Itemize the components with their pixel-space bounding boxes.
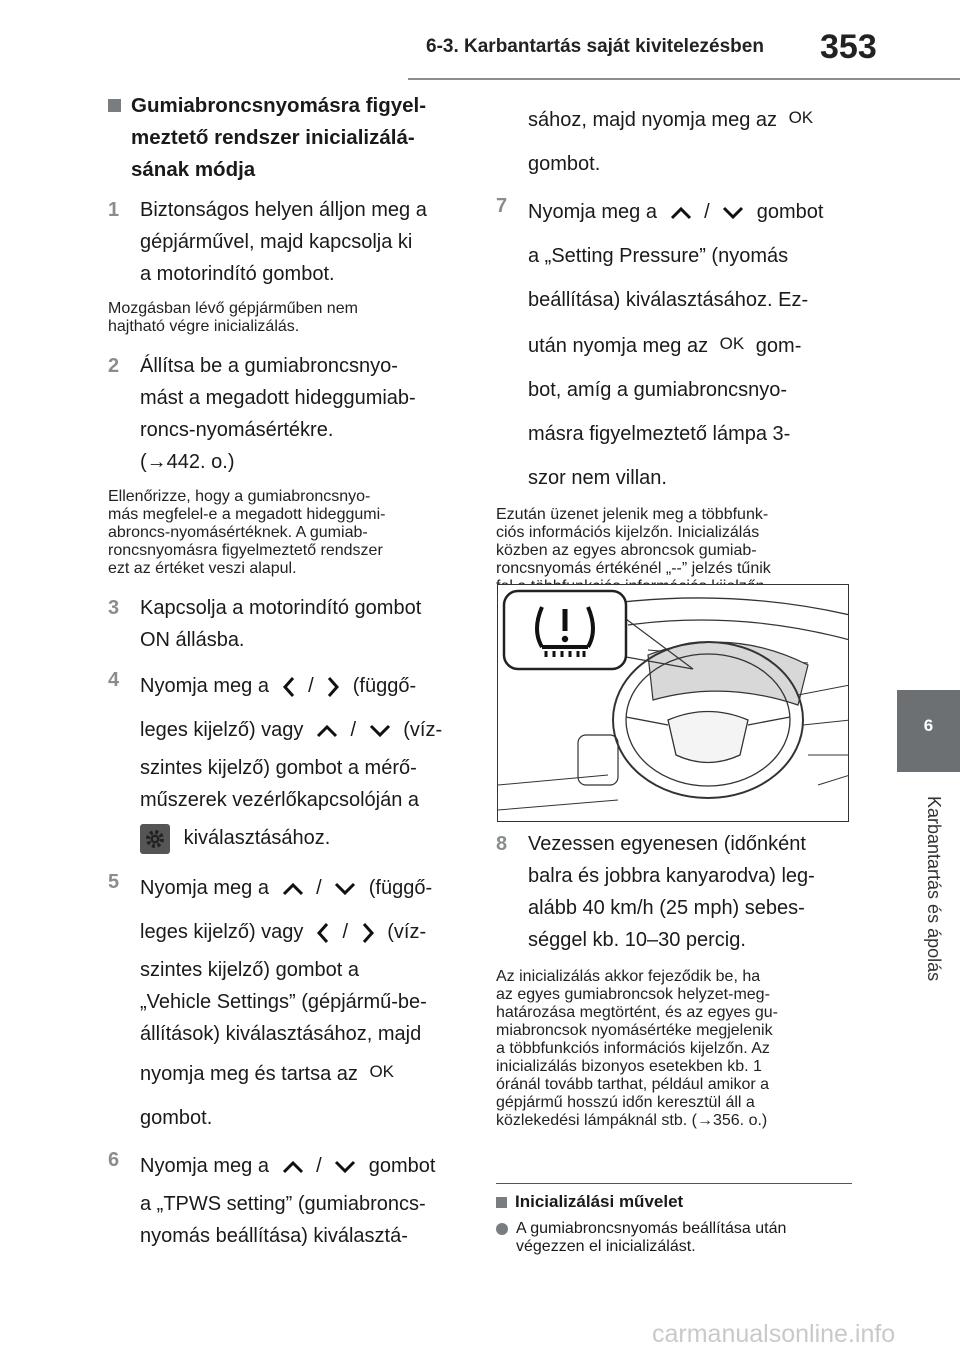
bullet-item: [496, 1220, 856, 1256]
step-text: Állítsa be a gumiabroncsnyo-: [140, 355, 398, 377]
step-text: nyomás beállítása) kiválasztá-: [140, 1225, 408, 1247]
step-text: balra és jobbra kanyarodva) leg-: [528, 865, 815, 887]
initialization-operation-section: [496, 1190, 856, 1256]
step-text: a motorindító gombot.: [140, 263, 335, 285]
left-column: [108, 90, 466, 1256]
step-7: [496, 190, 856, 500]
step-text: sához, majd nyomja meg az: [528, 109, 778, 131]
note-line: ezt az értéket veszi alapul.: [108, 560, 297, 577]
ok-button-icon: OK: [788, 108, 814, 127]
header-rule: [408, 78, 960, 80]
step-text: beállítása) kiválasztásához. Ez-: [528, 289, 809, 311]
chevron-down-icon: [333, 881, 357, 897]
dashboard-illustration: [497, 584, 849, 822]
tpms-warning-light-illustration: [498, 585, 849, 822]
step-5: [108, 866, 466, 1140]
note-line: inicializálás bizonyos esetekben kb. 1: [496, 1058, 762, 1075]
step-text: Nyomja meg a: [528, 201, 657, 223]
subsection-heading: [108, 90, 466, 186]
note-line: közben az egyes abroncsok gumiab-: [496, 542, 757, 559]
step-text: (függő-: [368, 877, 433, 899]
right-column: [496, 96, 856, 610]
step-text: Nyomja meg a: [140, 877, 269, 899]
step-text: másra figyelmeztető lámpa 3-: [528, 423, 791, 445]
slash-separator: /: [350, 719, 357, 741]
step-text: állítások) kiválasztásához, majd: [140, 1023, 422, 1045]
step-text: kiválasztásához.: [183, 827, 331, 849]
slash-separator: /: [308, 675, 314, 697]
note-line: abroncs-nyomásértéknek. A gumiab-: [108, 524, 368, 541]
section-title: 6-3. Karbantartás saját kivitelezésben: [426, 36, 764, 57]
step-3: [108, 592, 466, 656]
square-bullet-icon: [108, 99, 121, 112]
step-text: gombot.: [140, 1107, 213, 1129]
heading-text: Inicializálási művelet: [515, 1192, 684, 1211]
step-number: 3: [108, 597, 120, 619]
step-number: 2: [108, 355, 120, 377]
chapter-title-vertical: [918, 796, 948, 1036]
page-reference[interactable]: közlekedési lámpáknál stb. (→356. o.): [496, 1112, 768, 1129]
step-text: gombot.: [528, 153, 601, 175]
note-line: Az inicializálás akkor fejeződik be, ha: [496, 968, 761, 985]
step-text: után nyomja meg az: [528, 335, 709, 357]
bullet-text: A gumiabroncsnyomás beállítása után: [516, 1220, 787, 1237]
note-1: [108, 300, 466, 336]
page-number: 353: [820, 28, 877, 66]
chevron-down-icon: [333, 1159, 357, 1175]
step-text: gombot: [368, 1155, 436, 1177]
chevron-left-icon: [315, 921, 331, 945]
step-text: Nyomja meg a: [140, 1155, 269, 1177]
section-divider: [496, 1183, 852, 1184]
chevron-up-icon: [669, 205, 693, 221]
slash-separator: /: [342, 921, 349, 943]
step-text: (függő-: [352, 675, 417, 697]
step-text: Biztonságos helyen álljon meg a: [140, 199, 427, 221]
step-indent: [496, 96, 528, 186]
step-text: gépjárművel, majd kapcsolja ki: [140, 231, 413, 253]
chapter-tab-number: 6: [923, 716, 934, 735]
step-text: alább 40 km/h (25 mph) sebes-: [528, 897, 805, 919]
note-line: más megfelel-e a megadott hideggumi-: [108, 506, 386, 523]
note-line: a többfunkciós információs kijelzőn. Az: [496, 1040, 770, 1057]
slash-separator: /: [704, 201, 710, 223]
step-text: bot, amíg a gumiabroncsnyo-: [528, 379, 788, 401]
step-text: szintes kijelző) gombot a: [140, 959, 359, 981]
note-4: [496, 968, 856, 1130]
step-number: 1: [108, 199, 120, 221]
chevron-up-icon: [315, 723, 339, 739]
step-2: [108, 350, 466, 478]
chevron-down-icon: [721, 205, 745, 221]
step-text: gombot: [756, 201, 824, 223]
heading-line: sának módja: [131, 158, 256, 181]
step-text: Vezessen egyenesen (időnként: [528, 833, 806, 855]
note-line: ciós információs kijelzőn. Inicializálás: [496, 524, 760, 541]
step-text: séggel kb. 10–30 percig.: [528, 929, 746, 951]
note-line: Mozgásban lévő gépjárműben nem: [108, 300, 358, 317]
step-text: leges kijelző) vagy: [140, 921, 304, 943]
circle-bullet-icon: [496, 1223, 508, 1235]
note-2: [108, 488, 466, 578]
step-text: Nyomja meg a: [140, 675, 269, 697]
note-line: miabroncsok nyomásértéke megjelenik: [496, 1022, 773, 1039]
step-number: 7: [496, 195, 508, 217]
page-reference[interactable]: (→442. o.): [140, 451, 235, 473]
step-6: [108, 1144, 466, 1252]
note-line: Ezután üzenet jelenik meg a többfunk-: [496, 506, 769, 523]
step-number: 8: [496, 833, 508, 855]
step-text: szor nem villan.: [528, 467, 667, 489]
step-text: szintes kijelző) gombot a mérő-: [140, 757, 417, 779]
note-3: [496, 506, 856, 596]
chapter-title: Karbantartás és ápolás: [924, 796, 944, 982]
step-8: [496, 828, 856, 956]
step-text: műszerek vezérlőkapcsolóján a: [140, 789, 420, 811]
step-text: mást a megadott hideggumiab-: [140, 387, 416, 409]
bullet-text: végezzen el inicializálást.: [516, 1238, 696, 1255]
chevron-left-icon: [281, 675, 297, 699]
chevron-right-icon: [325, 675, 341, 699]
heading-line: meztető rendszer inicializálá-: [131, 126, 415, 149]
note-line: hajtható végre inicializálás.: [108, 318, 300, 335]
square-bullet-icon: [496, 1197, 507, 1208]
note-line: óránál tovább tarthat, például amikor a: [496, 1076, 770, 1093]
step-text: „Vehicle Settings” (gépjármű-be-: [140, 991, 427, 1013]
note-line: Ellenőrizze, hogy a gumiabroncsnyo-: [108, 488, 371, 505]
step-1: [108, 194, 466, 290]
settings-gear-icon: [140, 824, 170, 854]
step-text: a „TPWS setting” (gumiabroncs-: [140, 1193, 426, 1215]
step-number: 4: [108, 669, 120, 691]
step-text: gom-: [755, 335, 802, 357]
step-text: ON állásba.: [140, 629, 245, 651]
step-number: 6: [108, 1149, 120, 1171]
step-number: 5: [108, 871, 120, 893]
note-line: az egyes gumiabroncsok helyzet-meg-: [496, 986, 770, 1003]
slash-separator: /: [316, 1155, 322, 1177]
chevron-right-icon: [360, 921, 376, 945]
slash-separator: /: [316, 877, 322, 899]
ok-button-icon: OK: [719, 334, 745, 353]
step-6-continued: [496, 96, 856, 186]
right-column-lower: [496, 828, 856, 1144]
chapter-tab: [897, 690, 960, 772]
step-text: leges kijelző) vagy: [140, 719, 304, 741]
watermark: carmanualsonline.info: [652, 1320, 896, 1348]
step-text: (víz-: [387, 921, 427, 943]
note-line: roncsnyomásra figyelmeztető rendszer: [108, 542, 383, 559]
chevron-up-icon: [281, 1159, 305, 1175]
subsection-heading: [496, 1190, 856, 1214]
note-line: roncsnyomás értékénél „--” jelzés tűnik: [496, 560, 771, 577]
step-text: Kapcsolja a motorindító gombot: [140, 597, 422, 619]
step-text: nyomja meg és tartsa az: [140, 1063, 358, 1085]
heading-line: Gumiabroncsnyomásra figyel-: [131, 94, 427, 117]
step-text: (víz-: [403, 719, 443, 741]
note-line: határozása megtörtént, és az egyes gu-: [496, 1004, 778, 1021]
step-4: [108, 664, 466, 860]
step-text: roncs-nyomásértékre.: [140, 419, 334, 441]
note-line: gépjármű hosszú időn keresztül áll a: [496, 1094, 755, 1111]
chevron-down-icon: [368, 723, 392, 739]
step-text: a „Setting Pressure” (nyomás: [528, 245, 789, 267]
chevron-up-icon: [281, 881, 305, 897]
ok-button-icon: OK: [369, 1062, 394, 1081]
